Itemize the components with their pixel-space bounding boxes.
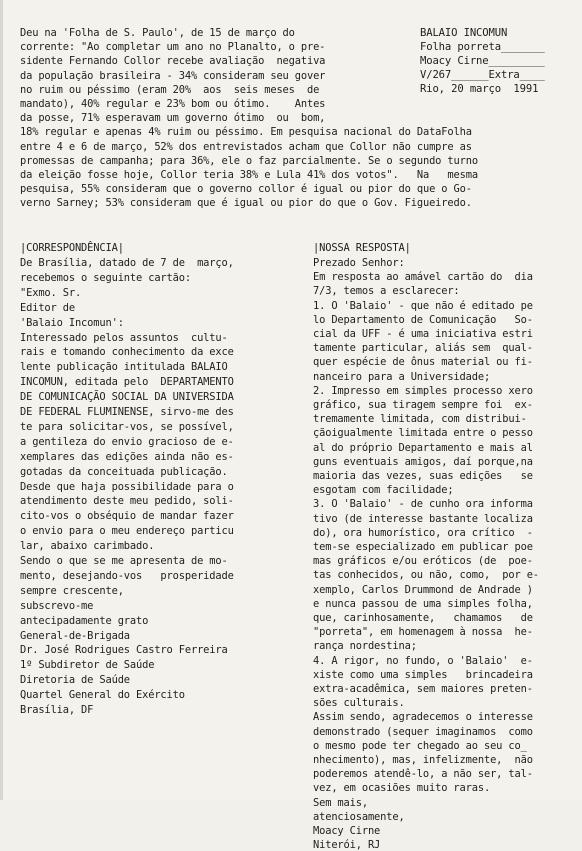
intro-line: pesquisa, 55% consideram que o governo collor é igual ou pior do que o Go- [20,183,472,196]
masthead-date: Rio, 20 março 1991 [420,83,539,95]
intro-line: da posse, 71% esperavam um governo ótimo ou bom, [20,112,326,125]
intro-line: Deu na 'Folha de S. Paulo', de 15 de março do [20,27,295,39]
reply-line: que, carinhosamente, chamamos de [313,612,533,624]
correspondence-line: gotadas da conceituada publicação. [20,465,228,478]
correspondence-line: mento, desejando-vos prosperidade [20,569,234,582]
correspondence-line: cito-vos o obséquio de mandar fazer [20,510,234,523]
reply-line: nhecimento), mas, infelizmente, não [313,754,533,766]
correspondence-line: INCOMUN, editada pelo DEPARTAMENTO [20,376,234,389]
reply-line: esgotam com facilidade; [313,484,454,497]
correspondence-line: Brasília, DF [20,704,94,716]
correspondence-line: General-de-Brigada [20,629,130,642]
reply-line: tem-se especializado em publicar poe [313,541,533,553]
correspondence-line: a gentileza do envio gracioso de e- [20,435,234,448]
reply-line: Em resposta ao amável cartão do dia [313,271,533,284]
intro-line: entre 4 e 6 de março, 52% dos entrevistados acham que Collor não cumpre as [20,140,472,153]
reply-line: 4. A rigor, no fundo, o 'Balaio' e- [313,654,533,667]
reply-heading: |NOSSA RESPOSTA| [313,242,411,254]
correspondence-line: De Brasília, datado de 7 de março, [20,257,234,269]
correspondence-line: lente publicação intitulada BALAIO [20,361,228,374]
correspondence-line: sempre crescente, [20,584,124,597]
reply-line: demonstrado (sequer imaginamos como [313,725,533,738]
correspondence-line: Dr. José Rodrigues Castro Ferreira [20,644,228,657]
reply-line: tremamente limitada, com distribui- [313,413,527,426]
masthead-editor: Moacy Cirne_________ [420,55,545,67]
reply-line: Sem mais, [313,796,368,809]
reply-line: mas gráficos e/ou eróticos (de poe- [313,555,533,568]
reply-line: extra-acadêmica, sem maiores preten- [313,683,533,695]
reply-line: quer espécie de ônus material ou fi- [313,356,533,369]
masthead-issue: V/267______Extra____ [420,69,545,81]
intro-line: verno Sarney; 53% consideram que é igual ou pior do que o Gov. Figueiredo. [20,197,472,210]
reply-line: cial da UFF - é uma iniciativa estri [313,328,533,340]
reply-line: do), ora humorístico, ora crítico - [313,526,533,539]
intro-line: promessas de campanha; para 36%, ele o faz parcialmente. Se o segundo turno [20,154,478,167]
correspondence-line: recebemos o seguinte cartão: [20,271,191,284]
reply-line: sões culturais. [313,697,405,710]
reply-line: Niterói, RJ [313,839,381,851]
reply-line: Assim sendo, agradecemos o interesse [313,711,533,724]
correspondence-line: DE COMUNICAÇÃO SOCIAL DA UNIVERSIDA [20,391,234,404]
reply-line: e nunca passou de uma simples folha, [313,597,533,610]
correspondence-line: te para solicitar-vos, se possível, [20,420,234,433]
reply-line: xemplo, Carlos Drummond de Andrade ) [313,583,533,596]
reply-line: tivo (de interesse bastante localiza [313,512,533,525]
reply-line: 1. O 'Balaio' - que não é editado pe [313,299,533,312]
reply-line: atenciosamente, [313,810,405,823]
reply-line: guns eventuais amigos, daí porque,na [313,455,533,468]
reply-line: gráfico, sua tiragem sempre foi ex- [313,399,533,411]
reply-line: o mesmo pode ter chegado ao seu co_ [313,739,527,752]
reply-line: çãoigualmente limitada entre o pesso [313,427,533,440]
reply-line: lo Departamento de Comunicação So- [313,313,533,326]
correspondence-line: atendimento deste meu pedido, soli- [20,495,234,508]
intro-line: da população brasileira - 34% consideram seu gover [20,69,326,82]
correspondence-line: Sendo o que se me apresenta de mo- [20,555,228,567]
correspondence-line: Quartel General do Exército [20,689,185,702]
reply-line: al do próprio Departamento e mais al [313,441,533,454]
correspondence-heading: |CORRESPONDÊNCIA| [20,242,124,254]
reply-line: 2. Impresso em simples processo xero [313,384,533,397]
intro-line: mandato), 40% regular e 23% bom ou ótimo. Antes [20,98,326,110]
intro-line: sidente Fernando Collor recebe avaliação negativa [20,55,326,68]
reply-line: tamente particular, aliás sem qual- [313,342,533,355]
reply-line: rança nordestina; [313,640,417,653]
correspondence-line: o envio para o meu endereço particu [20,525,234,538]
reply-line: nanceiro para a Universidade; [313,370,491,383]
correspondence-line: antecipadamente grato [20,614,149,627]
reply-line: Moacy Cirne [313,825,381,837]
correspondence-line: Desde que haja possibilidade para o [20,480,234,493]
correspondence-line: lar, abaixo carimbado. [20,540,155,553]
correspondence-line: Interessado pelos assuntos cultu- [20,331,228,344]
intro-line: corrente: "Ao completar um ano no Planalto, o pre- [20,41,326,54]
intro-line: no ruim ou péssimo (eram 20% aos seis meses de [20,83,320,96]
reply-line: maioria das vezes, suas edições se [313,470,533,482]
correspondence-line: "Exmo. Sr. [20,286,82,299]
reply-line: 3. O 'Balaio' - de cunho ora informa [313,498,533,511]
correspondence-line: 1º Subdiretor de Saúde [20,659,155,672]
reply-line: xiste como uma simples brincadeira [313,668,533,681]
masthead-subtitle: Folha porreta_______ [420,41,545,53]
reply-line: 7/3, temos a esclarecer: [313,285,460,298]
correspondence-line: DE FEDERAL FLUMINENSE, sirvo-me des [20,406,234,418]
correspondence-line: 'Balaio Incomun': [20,316,124,329]
intro-line: da eleição fosse hoje, Collor teria 38% e Lula 41% dos votos". Na mesma [20,169,478,181]
correspondence-line: rais e tomando conhecimento da exce [20,346,234,359]
masthead-title: BALAIO INCOMUN [420,27,508,39]
page-edge-shadow [0,0,3,800]
reply-line: poderemos atendê-lo, a não ser, tal- [313,768,533,781]
correspondence-line: subscrevo-me [20,599,94,612]
correspondence-line: xemplares das edições ainda não es- [20,450,234,463]
reply-line: vez, em ocasiões muito raras. [313,782,491,795]
reply-line: tas conhecidos, ou não, como, por e- [313,569,539,582]
reply-line: "porreta", em homenagem à nossa he- [313,626,533,639]
intro-line: 18% regular e apenas 4% ruim ou péssimo. Em pesquisa nacional do DataFolha [20,126,472,139]
correspondence-line: Editor de [20,301,75,314]
correspondence-line: Diretoria de Saúde [20,674,130,687]
reply-line: Prezado Senhor: [313,257,405,269]
